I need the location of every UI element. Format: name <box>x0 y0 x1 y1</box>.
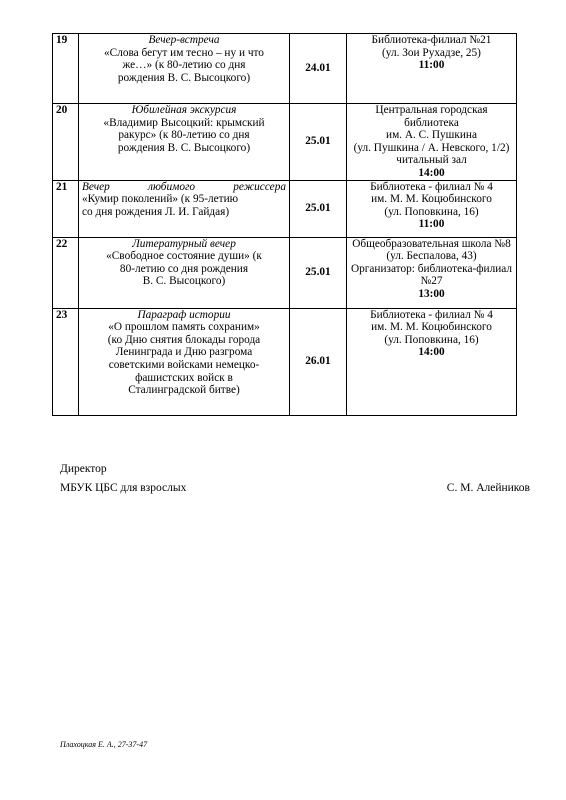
event-place <box>347 34 517 104</box>
place-line: Библиотека-филиал №21 <box>371 34 492 46</box>
event-title-line: (ко Дню снятия блокады города <box>107 333 261 346</box>
table-row <box>53 34 517 104</box>
event-date: 25.01 <box>290 237 347 308</box>
place-line: Общеобразовательная школа №8 <box>352 237 511 250</box>
place-line: читальный зал <box>396 154 467 167</box>
event-place <box>347 308 517 415</box>
signatory-organization: МБУК ЦБС для взрослых <box>60 482 187 494</box>
event-title-line: «Слова бегут им тесно – ну и что <box>104 46 264 59</box>
place-line: Организатор: библиотека-филиал <box>350 262 513 275</box>
event-title-line: рождения В. С. Высоцкого) <box>117 71 251 84</box>
event-number: 23 <box>53 308 79 415</box>
event-title-line: «Свободное состояние души» (к <box>106 250 262 263</box>
event-title-line: Ленинграда и Дню разгрома <box>115 346 253 359</box>
event-title-line: В. С. Высоцкого) <box>142 275 226 288</box>
event-title-line: рождения В. С. Высоцкого) <box>117 141 251 154</box>
event-title-line: «Владимир Высоцкий: крымский <box>103 116 265 129</box>
event-place <box>347 104 517 181</box>
event-time: 11:00 <box>418 59 445 72</box>
event-time: 11:00 <box>418 218 445 231</box>
place-line: им. М. М. Коцюбинского <box>371 193 492 206</box>
event-place <box>347 237 517 308</box>
place-line: Центральная городская библиотека <box>375 104 488 129</box>
place-line: им. А. С. Пушкина <box>386 129 477 142</box>
event-description <box>79 237 290 308</box>
table-row <box>53 308 517 415</box>
place-line: Библиотека - филиал № 4 <box>370 180 493 193</box>
place-line: (ул. Поповкина, 16) <box>384 333 479 346</box>
event-time: 14:00 <box>418 346 445 359</box>
event-title-line: ракурс» (к 80-летию со дня <box>118 129 250 142</box>
event-type: Юбилейная экскурсия <box>131 104 237 116</box>
event-number: 19 <box>53 34 79 104</box>
place-line: (ул. Поповкина, 16) <box>384 205 479 218</box>
event-date: 25.01 <box>290 104 347 181</box>
event-description <box>79 104 290 181</box>
event-place <box>347 180 517 237</box>
event-time: 14:00 <box>418 166 445 179</box>
signatory-name: С. М. Алейников <box>446 482 530 494</box>
signatory-position: Директор <box>60 463 107 475</box>
event-type: Вечер-встреча <box>148 34 220 46</box>
event-description <box>79 34 290 104</box>
place-line: им. М. М. Коцюбинского <box>371 321 492 334</box>
event-number: 21 <box>53 180 79 237</box>
table-row <box>53 104 517 181</box>
place-line: (ул. Беспалова, 43) <box>386 250 477 263</box>
event-title-line: «О прошлом память сохраним» <box>108 321 260 334</box>
place-line: (ул. Пушкина / А. Невского, 1/2) <box>353 141 510 154</box>
event-title-line: же…» (к 80-летию со дня <box>122 59 246 72</box>
event-title-line: фашистских войск в <box>135 371 233 384</box>
event-number: 22 <box>53 237 79 308</box>
place-line: (ул. Зои Рухадзе, 25) <box>382 46 481 59</box>
event-title-line: советскими войсками немецко- <box>108 358 260 371</box>
place-line: Библиотека - филиал № 4 <box>370 308 493 321</box>
event-date: 26.01 <box>290 308 347 415</box>
events-table <box>52 33 517 416</box>
place-line: №27 <box>420 275 443 288</box>
table-row <box>53 180 517 237</box>
event-date: 25.01 <box>290 180 347 237</box>
event-type: Вечер любимого режиссера <box>82 180 286 193</box>
event-date: 24.01 <box>290 34 347 104</box>
event-type: Литературный вечер <box>132 237 236 250</box>
contact-note: Плахоцкая Е. А., 27-37-47 <box>60 740 148 749</box>
event-description <box>79 308 290 415</box>
table-row <box>53 237 517 308</box>
event-title-line: Сталинградской битве) <box>128 384 240 397</box>
signature-block <box>60 460 530 498</box>
event-description <box>79 180 290 237</box>
event-title-line: 80-летию со дня рождения <box>119 262 249 275</box>
event-time: 13:00 <box>418 287 445 300</box>
event-number: 20 <box>53 104 79 181</box>
event-title-line: «Кумир поколений» (к 95-летию <box>82 193 239 206</box>
event-title-line: со дня рождения Л. И. Гайдая) <box>82 205 230 218</box>
event-type: Параграф истории <box>137 308 231 321</box>
